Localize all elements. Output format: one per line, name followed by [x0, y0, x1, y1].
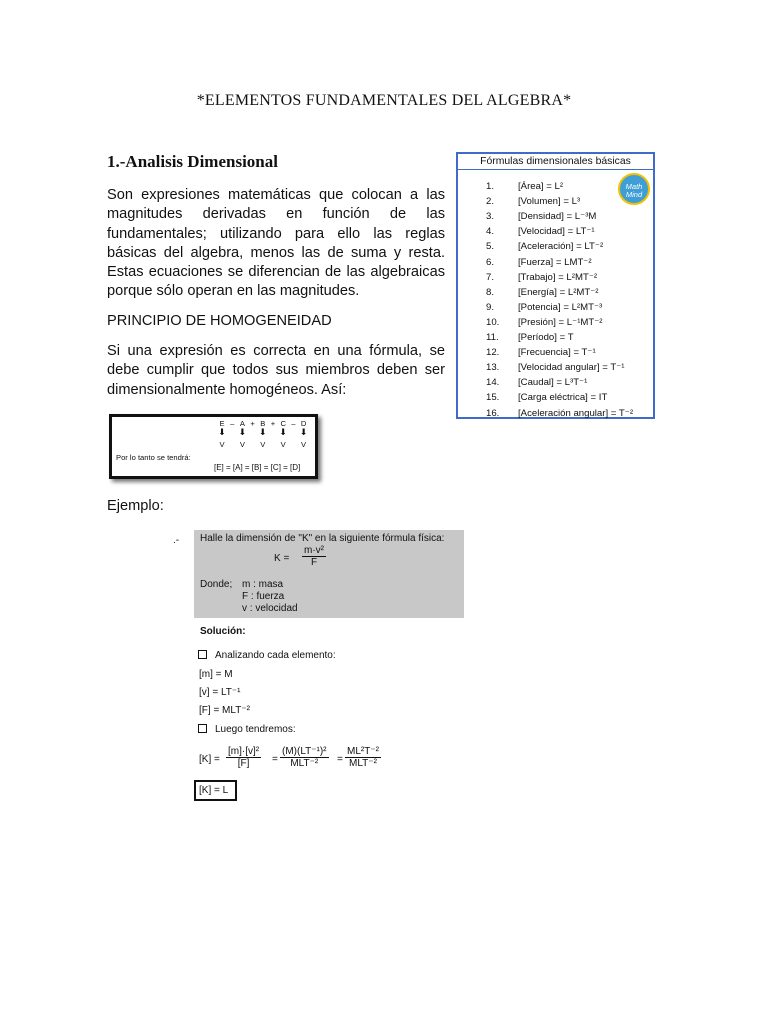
formula-denominator: F — [310, 557, 318, 568]
equals-sign: = — [272, 754, 278, 765]
formula-fraction — [302, 545, 326, 568]
formula-numerator: m·v² — [304, 545, 324, 556]
dimension-line: [m] = M — [199, 669, 233, 680]
formula-text: [Área] = L² — [518, 181, 564, 192]
formula-number: 5. — [486, 241, 495, 253]
formula-row — [486, 287, 599, 298]
formula-text: [Aceleración] = LT⁻² — [518, 241, 604, 253]
formula-row — [486, 257, 592, 268]
formula-text: [Velocidad] = LT⁻¹ — [518, 226, 595, 238]
formula-text: [Energía] = L²MT⁻² — [518, 286, 599, 298]
homogeneity-v-mark: V — [280, 440, 286, 449]
formula-number: 16. — [486, 407, 500, 419]
formula-row — [486, 332, 574, 343]
formula-row — [486, 196, 580, 207]
homogeneity-equation: [E] = [A] = [B] = [C] = [D] — [214, 463, 301, 472]
formulas-table-header: Fórmulas dimensionales básicas — [458, 154, 653, 170]
checkbox-icon — [198, 724, 207, 733]
checkbox-icon — [198, 650, 207, 659]
formula-text: [Caudal] = L³T⁻¹ — [518, 377, 588, 389]
homogeneity-v-mark: V — [239, 440, 245, 449]
fraction-numerator: (M)(LT⁻¹)² — [282, 746, 327, 757]
formula-number: 14. — [486, 377, 500, 389]
intro-paragraph: Son expresiones matemáticas que colocan a las magnitudes derivadas en función de las fundamentales; utilizando para ello las reglas básicas del algebra, menos las de suma y resta. Estas ecuaciones se diferencian de las algebraicas porque sólo operan en las magnitudes. — [107, 187, 445, 300]
step-2 — [198, 724, 296, 735]
where-line: v : velocidad — [242, 603, 298, 614]
formula-number: 1. — [486, 181, 495, 192]
homogeneity-term: D — [300, 419, 307, 428]
dimension-line: [v] = LT⁻¹ — [199, 687, 241, 698]
formula-row — [486, 347, 596, 358]
down-arrow-icon: ⬇ — [299, 427, 308, 437]
equation-fraction-2 — [280, 746, 329, 769]
homogeneity-term: C — [280, 419, 286, 428]
equation-lhs: [K] = — [199, 754, 220, 765]
formula-number: 6. — [486, 256, 495, 268]
example-bullet: .- — [173, 535, 180, 546]
fraction-numerator: ML²T⁻² — [347, 746, 379, 757]
down-arrow-icon: ⬇ — [279, 427, 287, 437]
section-heading: 1.-Analisis Dimensional — [107, 152, 278, 171]
homogeneity-box — [109, 414, 318, 479]
page-title: *ELEMENTOS FUNDAMENTALES DEL ALGEBRA* — [196, 92, 572, 109]
formula-number: 2. — [486, 196, 495, 208]
example-label: Ejemplo: — [107, 498, 164, 514]
result-box — [194, 780, 237, 801]
result-text: [K] = L — [199, 785, 229, 796]
problem-box — [194, 530, 464, 618]
where-label: Donde; — [200, 579, 233, 590]
homogeneity-term: – — [291, 419, 296, 428]
fraction-denominator: MLT⁻² — [290, 758, 319, 769]
formula-text: [Volumen] = L³ — [518, 196, 581, 208]
dimension-line: [F] = MLT⁻² — [199, 705, 250, 716]
formula-number: 11. — [486, 332, 499, 343]
down-arrow-icon: ⬇ — [259, 427, 267, 437]
formula-text: [Velocidad angular] = T⁻¹ — [518, 362, 625, 374]
homogeneity-v-mark: V — [260, 440, 266, 449]
formula-row — [486, 302, 602, 313]
formula-number: 12. — [486, 347, 500, 359]
formula-row — [486, 226, 595, 237]
fraction-numerator: [m]·[v]² — [228, 746, 260, 757]
formula-number: 3. — [486, 211, 495, 223]
homogeneity-term: E — [219, 419, 225, 428]
formula-number: 15. — [486, 392, 500, 404]
formula-row — [486, 408, 633, 419]
formula-text: [Trabajo] = L²MT⁻² — [518, 271, 598, 283]
formula-number: 8. — [486, 286, 495, 298]
formula-number: 7. — [486, 271, 495, 283]
formula-row — [486, 272, 597, 283]
step-1 — [198, 650, 336, 661]
step-1-text: Analizando cada elemento: — [215, 650, 336, 661]
formula-text: [Carga eléctrica] = IT — [518, 392, 608, 404]
formula-number: 9. — [486, 301, 495, 313]
formula-text: [Potencia] = L²MT⁻³ — [518, 301, 603, 313]
step-2-text: Luego tendremos: — [215, 724, 296, 735]
down-arrow-icon: ⬇ — [238, 427, 247, 437]
homogeneity-term: A — [239, 419, 245, 428]
equals-sign: = — [337, 754, 343, 765]
formula-text: [Frecuencia] = T⁻¹ — [518, 347, 596, 359]
homogeneity-label: Por lo tanto se tendrá: — [116, 453, 191, 462]
formula-row — [486, 211, 596, 222]
homogeneity-v-mark: V — [219, 440, 225, 449]
formula-text: [Fuerza] = LMT⁻² — [518, 256, 592, 268]
math-logo-icon: Math Mind — [618, 173, 650, 205]
principle-heading: PRINCIPIO DE HOMOGENEIDAD — [107, 313, 332, 329]
down-arrow-icon: ⬇ — [218, 427, 226, 437]
formula-row — [486, 317, 603, 328]
formula-lhs: K = — [274, 553, 290, 564]
formula-number: 10. — [486, 316, 500, 328]
formula-row — [486, 241, 603, 252]
solution-label: Solución: — [200, 626, 246, 637]
formula-row — [486, 362, 625, 373]
formula-text: [Densidad] = L⁻³M — [518, 211, 597, 223]
homogeneity-v-mark: V — [301, 440, 307, 449]
equation-fraction-3 — [345, 746, 381, 769]
formula-text: [Presión] = L⁻¹MT⁻² — [518, 316, 603, 328]
homogeneity-term: – — [230, 419, 235, 428]
homogeneity-term: B — [260, 419, 266, 428]
formula-text: [Período] = T — [518, 332, 574, 343]
formulas-table — [456, 152, 655, 419]
where-line: m : masa — [242, 579, 284, 590]
formula-number: 4. — [486, 226, 495, 238]
fraction-denominator: MLT⁻² — [349, 758, 377, 769]
problem-statement: Halle la dimensión de "K" en la siguiente fórmula física: — [200, 533, 445, 544]
formula-row — [486, 377, 587, 388]
formula-row — [486, 392, 607, 403]
homogeneity-term: + — [250, 419, 255, 428]
formula-number: 13. — [486, 362, 500, 374]
equation-fraction-1 — [226, 746, 261, 769]
principle-paragraph: Si una expresión es correcta en una fórmula, se debe cumplir que todos sus miembros deben ser dimensionalmente homogéneos. Así: — [107, 343, 445, 398]
formula-row — [486, 181, 563, 192]
where-line: F : fuerza — [242, 591, 285, 602]
formula-text: [Aceleración angular] = T⁻² — [518, 407, 634, 419]
homogeneity-term: + — [270, 419, 276, 428]
fraction-denominator: [F] — [237, 758, 250, 769]
